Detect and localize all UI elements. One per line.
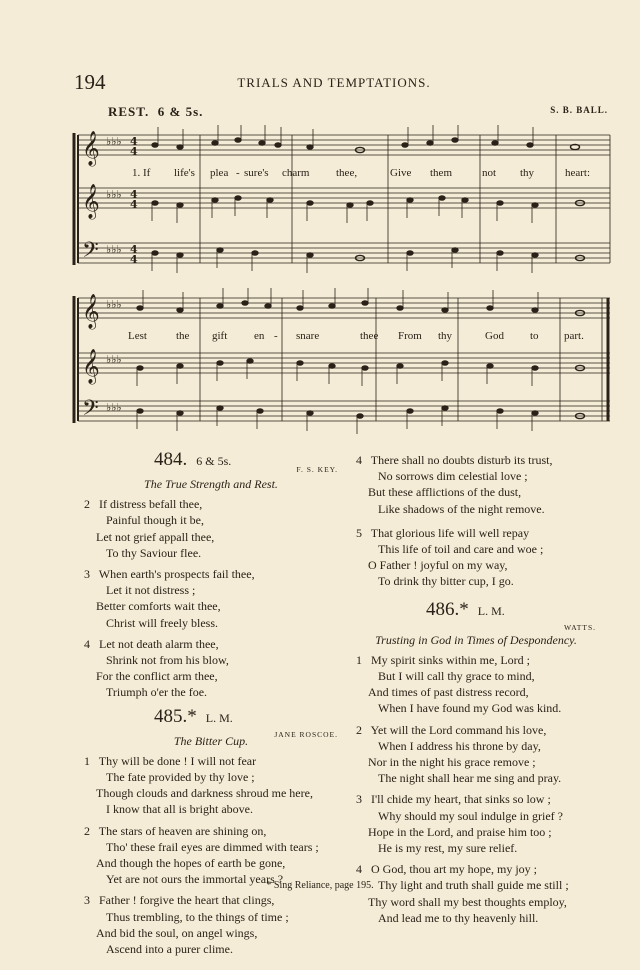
verse-line: Nor in the night his grace remove ; [368, 755, 536, 770]
stanza [84, 496, 338, 561]
hymn-title: The Bitter Cup. [173, 733, 249, 748]
lyric-word: - [236, 167, 240, 179]
verse-line: That glorious life will well repay [370, 525, 530, 540]
verse-line: Christ will freely bless. [106, 615, 218, 630]
footnote: * Sing Reliance, page 195. [266, 880, 374, 891]
verse-line: He is my rest, my sure relief. [378, 841, 518, 856]
svg-text:𝄢: 𝄢 [82, 396, 99, 426]
verse-line: For the conflict arm thee, [96, 669, 218, 684]
lyric-word: - [274, 330, 278, 342]
verse-line: This life of toil and care and woe ; [378, 542, 544, 557]
verse-line: There shall no doubts disturb its trust, [370, 453, 553, 467]
stanza [356, 722, 596, 787]
lyric-word: thy [520, 167, 535, 179]
right-column [356, 452, 596, 931]
stanza-number: 2 [84, 497, 90, 512]
lyric-word: charm [282, 167, 310, 179]
stanza [84, 753, 338, 818]
stanza-number: 5 [356, 525, 362, 540]
lyric-word: thy [438, 330, 453, 342]
hymn-484 [84, 449, 338, 701]
verse-line: To drink thy bitter cup, I go. [378, 574, 514, 589]
lyric-word: Give [390, 167, 412, 179]
verse-line: Ascend into a purer clime. [106, 942, 233, 957]
verse-line: If distress befall thee, [99, 497, 203, 512]
verse-line: Why should my soul indulge in grief ? [378, 808, 563, 823]
tune-name: REST. 6 & 5s. [108, 104, 204, 119]
stanza [84, 566, 338, 631]
lyric-word: en [254, 330, 265, 342]
svg-text:♭♭♭: ♭♭♭ [106, 243, 122, 256]
svg-text:𝄞: 𝄞 [82, 349, 100, 384]
verse-line: O Father ! joyful on my way, [368, 558, 508, 573]
lyric-word: thee, [336, 167, 358, 179]
lyric-word: thee [360, 330, 379, 342]
verse-line: Let not grief appall thee, [96, 529, 215, 544]
lyric-word: not [482, 167, 497, 179]
verse-line: Father ! forgive the heart that clings, [99, 893, 275, 908]
music-notation-1 [70, 125, 615, 275]
hymn-heading [356, 598, 596, 632]
svg-text:♭♭♭: ♭♭♭ [106, 298, 122, 311]
lyric-word: gift [212, 330, 228, 342]
verse-line: Tho' these frail eyes are dimmed with tears ; [106, 839, 319, 854]
verse-line: Thy word shall my best thoughts employ, [368, 894, 567, 909]
verse-line: When I address his throne by day, [378, 738, 541, 753]
stanza-number: 3 [356, 792, 362, 807]
stanza-number: 4 [356, 453, 362, 467]
lyric-word: them [430, 167, 452, 179]
verse-line: And though the hopes of earth be gone, [96, 856, 286, 871]
hymn-author: F. S. KEY. [296, 465, 338, 474]
page-header [74, 70, 594, 94]
hymn-author: JANE ROSCOE. [274, 729, 338, 739]
lyric-word: to [530, 330, 539, 342]
lyric-word: heart: [565, 167, 591, 179]
music-system-2 [70, 288, 615, 438]
hymn-486 [356, 598, 596, 926]
stanza [356, 652, 596, 717]
svg-text:𝄞: 𝄞 [82, 294, 100, 329]
svg-text:4: 4 [130, 253, 138, 266]
tune-heading [108, 104, 608, 120]
stanza [84, 892, 338, 957]
stanza-number: 3 [84, 893, 90, 908]
verse-line: The fate provided by thy love ; [106, 770, 255, 785]
svg-text:4: 4 [130, 188, 138, 201]
lyric-word: From [398, 330, 422, 342]
verse-line: Better comforts wait thee, [96, 599, 221, 614]
hymn-title: Trusting in God in Times of Despondency. [375, 632, 577, 647]
verse-line: When earth's prospects fail thee, [98, 567, 255, 582]
verse-line: Hope in the Lord, and praise him too ; [368, 824, 552, 839]
svg-text:4: 4 [130, 145, 138, 158]
verse-line: Let it not distress ; [106, 583, 196, 598]
lyric-word: snare [296, 330, 320, 342]
hymn-author: WATTS. [563, 622, 596, 632]
hymn-heading [84, 449, 338, 476]
stanza-number: 4 [356, 862, 362, 877]
svg-text:♭♭♭: ♭♭♭ [106, 401, 122, 414]
verse-line: Yet will the Lord command his love, [370, 722, 547, 737]
lyric-word: God [485, 330, 504, 342]
verse-line: When I have found my God was kind. [378, 701, 562, 716]
lyric-word: life's [174, 167, 195, 179]
verse-line: But I will call thy grace to mind, [378, 669, 535, 684]
verse-line: Like shadows of the night remove. [378, 501, 545, 516]
lyric-word: plea [210, 167, 229, 179]
verse-line: Thus trembling, to the things of time ; [106, 909, 289, 924]
svg-text:♭♭♭: ♭♭♭ [106, 353, 122, 366]
verse-line: Painful though it be, [106, 513, 204, 528]
verse-line: The night shall hear me sing and pray. [378, 771, 562, 786]
verse-line: And lead me to thy heavenly hill. [378, 910, 539, 925]
verse-line: Yet are not ours the immortal years ? [106, 872, 284, 887]
hymn-485 [84, 705, 338, 958]
svg-text:4: 4 [130, 135, 138, 148]
verse-line: But these afflictions of the dust, [368, 485, 522, 500]
verse-line: Triumph o'er the foe. [106, 685, 208, 700]
hymn-number: 485.* [154, 705, 197, 727]
stanza-number: 1 [356, 652, 362, 667]
hymn-number: 486.* [426, 598, 469, 620]
stanza-number: 2 [356, 722, 362, 737]
hymn-meter: L. M. [205, 710, 233, 725]
hymn-meter: L. M. [477, 603, 505, 618]
svg-text:♭♭♭: ♭♭♭ [106, 188, 122, 201]
stanza-number: 3 [84, 567, 90, 582]
verse-line: O God, thou art my hope, my joy ; [371, 862, 537, 877]
verse-line: To thy Saviour flee. [106, 545, 202, 560]
svg-text:4: 4 [130, 243, 138, 256]
stanza [356, 525, 596, 590]
lyric-word: the [176, 330, 190, 342]
verse-line: And bid the soul, on angel wings, [96, 925, 258, 940]
verse-line: Shrink not from his blow, [106, 653, 229, 668]
verse-line: I know that all is bright above. [106, 802, 253, 817]
svg-text:♭♭♭: ♭♭♭ [106, 135, 122, 148]
hymn-title: The True Strength and Rest. [144, 477, 278, 491]
verse-line: And times of past distress record, [368, 685, 529, 700]
verse-line: No sorrows dim celestial love ; [378, 469, 528, 484]
svg-text:𝄞: 𝄞 [82, 131, 100, 166]
svg-text:𝄞: 𝄞 [82, 184, 100, 219]
lyric-word: 1. If [132, 167, 151, 179]
verse-line: My spirit sinks within me, Lord ; [371, 652, 530, 667]
stanza-number: 1 [84, 753, 90, 768]
verse-line: Thy will be done ! I will not fear [98, 753, 257, 768]
stanza [356, 791, 596, 856]
tune-composer: S. B. BALL. [550, 105, 608, 115]
stanza [84, 636, 338, 701]
stanza [84, 823, 338, 888]
lyric-word: Lest [128, 330, 147, 342]
hymn-485-continued [356, 452, 596, 590]
svg-text:4: 4 [130, 198, 138, 211]
hymn-number: 484. [154, 449, 188, 470]
verse-line: Thy light and truth shall guide me still ; [378, 878, 569, 893]
running-title: TRIALS AND TEMPTATIONS. [237, 75, 431, 90]
verse-line: Let not death alarm thee, [99, 636, 219, 651]
music-system-1 [70, 125, 615, 275]
verse-line: I'll chide my heart, that sinks so low ; [371, 792, 551, 807]
verse-line: The stars of heaven are shining on, [98, 823, 267, 838]
stanza [356, 452, 596, 517]
stanza [356, 861, 596, 926]
stanza-number: 2 [84, 823, 90, 838]
lyric-word: sure's [244, 167, 269, 179]
lyric-word: part. [564, 330, 584, 342]
hymn-meter: 6 & 5s. [196, 454, 232, 468]
page-number: 194 [74, 70, 106, 94]
hymn-heading [84, 705, 338, 739]
music-notation-2 [70, 288, 615, 438]
svg-text:𝄢: 𝄢 [82, 238, 99, 268]
stanza-number: 4 [84, 636, 90, 651]
verse-line: Though clouds and darkness shroud me here, [96, 786, 313, 801]
